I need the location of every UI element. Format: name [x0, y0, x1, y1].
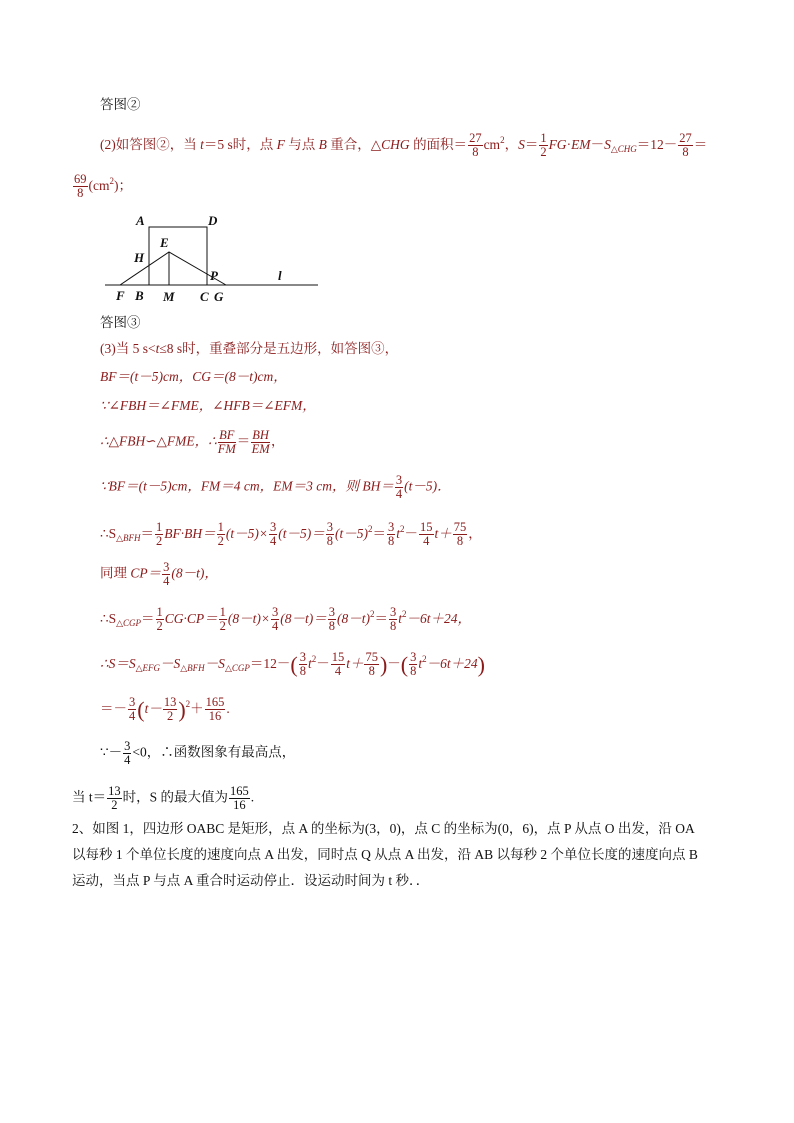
part3-line1: (3)当 5 s<t≤8 s时，重叠部分是五边形，如答图③， [100, 341, 399, 356]
label-a: A [136, 213, 145, 228]
question2-line2: 以每秒 1 个单位长度的速度向点 A 出发，同时点 Q 从点 A 出发，沿 AB 以每秒 2 个单位长度的速度向点 B [72, 847, 698, 862]
question2-line3: 运动，当点 P 与点 A 重合时运动停止．设运动时间为 t 秒．． [72, 873, 430, 888]
part3-line11: ∵－ $\frac{3}{4}$ <0，∴函数图象有最高点， [100, 739, 296, 767]
part3-line3: ∵∠FBH＝∠FME，∠HFB＝∠EFM， [100, 398, 316, 413]
fraction-27-8-b: $\frac{27}{8}$ [679, 131, 692, 160]
part2-line2: $\frac{69}{8}$ $(cm^2)$； [74, 172, 132, 201]
part3-line4: ∴△FBH∽△FME，∴ $\frac{BF}{FM}$ ＝ $\frac{BH}{EM}$ ， [100, 428, 285, 456]
part3-line9: $\therefore S=S_{\triangle EFG}-S_{\triangle BFH}-S_{\triangle CGP}=12-$( $\frac{3}{8}$ $t^2-$ $\frac{15}{4}$ t＋ $\frac{75}{8}$ )－( $\frac{3}{8}$ $t^2-6t+24$) [100, 650, 485, 679]
label-h: H [134, 250, 145, 265]
label-b: B [135, 288, 144, 303]
part3-line2: BF＝(t－5)cm，CG＝(8－t)cm， [100, 369, 287, 384]
part3-line7: 同理 CP＝ $\frac{3}{4}$ (8－t)， [100, 560, 218, 588]
label-l: l [278, 268, 282, 283]
part3-line6: $\therefore S_{\triangle BFH}=$ $\frac{1}{2}$ BF·BH＝ $\frac{1}{2}$ (t－5)× $\frac{3}{4}$ (t－5)＝ $\frac{3}{8}$ $(t-5)^2=$ $\frac{3}{8}$ $t^2-$ $\frac{15}{4}$ t＋ $\frac{75}{8}$ ， [100, 520, 482, 549]
part2-line1: (2)如答图②，当 t＝5 s时，点 F 与点 B 重合，△CHG 的面积＝ $\frac{27}{8}$ $cm^2$，S＝ $\frac{1}{2}$ $FG\cdot EM-S_{\triangle CHG}=12-$ $\frac{27}{8}$ ＝ [100, 131, 708, 160]
label-e: E [160, 235, 169, 250]
rectangle-abcd [149, 227, 207, 285]
label-g: G [214, 289, 224, 304]
part3-line5: ∵BF＝(t－5)cm，FM＝4 cm，EM＝3 cm，则 BH＝ $\frac{3}{4}$ (t－5)． [100, 473, 451, 501]
part3-line10: ＝－ $\frac{3}{4}$ (t－ $\frac{13}{2}$ )$^2$＋ $\frac{165}{16}$ . [100, 695, 230, 724]
label-c: C [200, 289, 209, 304]
label-d: D [208, 213, 218, 228]
label-f: F [116, 288, 125, 303]
question2-line1: 2、如图 1，四边形 OABC 是矩形，点 A 的坐标为(3，0)，点 C 的坐标为(0，6)，点 P 从点 O 出发，沿 OA [72, 821, 695, 836]
answer-figure-2-caption: 答图② [100, 97, 141, 112]
fraction-1-2: $\frac{1}{2}$ [540, 131, 547, 160]
answer-figure-3-caption: 答图③ [100, 315, 141, 330]
fraction-27-8: $\frac{27}{8}$ [469, 131, 482, 160]
fraction-69-8: $\frac{69}{8}$ [74, 172, 87, 201]
part3-line12: 当 t＝ $\frac{13}{2}$ 时，S 的最大值为 $\frac{165}{16}$ . [72, 784, 255, 812]
label-m: M [163, 289, 175, 304]
label-p: P [210, 268, 218, 283]
answer-figure-3 [100, 208, 330, 308]
part3-line8: $\therefore S_{\triangle CGP}=$ $\frac{1}{2}$ CG·CP＝ $\frac{1}{2}$ (8－t)× $\frac{3}{4}$ (8－t)＝ $\frac{3}{8}$ $(8-t)^2=$ $\frac{3}{8}$ $t^2-6t+24$， [100, 605, 472, 634]
